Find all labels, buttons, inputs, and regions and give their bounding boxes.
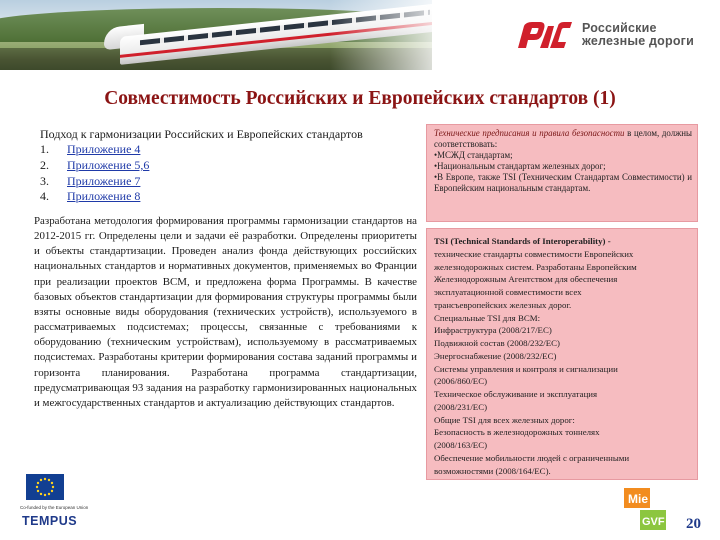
tempus-caption: Co-funded by the European Union [20, 505, 89, 510]
list-item: 2. Приложение 5,6 [40, 157, 150, 172]
tsi-heading: TSI (Technical Standards of Interoperability) - [434, 236, 611, 246]
rzd-logo [514, 18, 710, 54]
methodology-paragraph: Разработана методология формирования программы гармонизации стандартов на 2012-2015 гг. Определены цели и задачи её разработки. Определены приоритеты и объекты стандартизации. Проведен анализ фонда действующих российских национальных стандартов и нормативных документов, применяемых во Франции при реализации проектов ВСМ, и предложена форма Программы. В качестве базовых объектов стандартизации для формирования структуры программы были взяты основные виды оборудования (технических устройств), используемого в рассматриваемых подсистемах; процессы, связанные с требованиями к оборудованию (техническим устройствам), используемому в рассматриваемых подсистемах. Разработаны критерии формирования состава заданий программы и горизонта планирования. Разработана программа стандартизации, предусматривающая 93 задания на разработку гармонизированных национальных и межгосударственных стандартов и актуализацию действующих стандартов. [34, 215, 417, 409]
tsi-line: Техническое обслуживание и эксплуатация [434, 389, 598, 399]
rzd-logo-text: Российские железные дороги [582, 21, 694, 48]
tempus-logo: TEMPUS [22, 514, 78, 528]
tsi-line: Обеспечение мобильности людей с ограниченными [434, 452, 630, 463]
tsi-line: (2006/860/EC) [434, 376, 488, 387]
intro-text: Подход к гармонизации Российских и Европейских стандартов [40, 127, 363, 141]
tsi-line: Подвижной состав (2008/232/EC) [434, 338, 561, 348]
list-item: 4. Приложение 8 [40, 189, 141, 204]
box-item: •В Европе, также TSI (Техническим Стандартам Совместимости) и Европейским национальным стандартам. [434, 172, 692, 194]
tsi-line: эксплуатационной совместимости всех [434, 287, 582, 297]
mie-gvf-logo [618, 486, 672, 532]
tsi-line: Инфраструктура (2008/217/EC) [434, 325, 552, 336]
tsi-box [426, 228, 698, 480]
tsi-line: Безопасность в железнодорожных тоннелях [434, 427, 600, 438]
page-title: Совместимость Российских и Европейских стандартов (1) [104, 88, 616, 109]
tsi-line: (2008/231/EC) [434, 401, 488, 412]
svg-text:GVF: GVF [642, 516, 665, 528]
appendix-link-8[interactable]: Приложение 8 [67, 189, 141, 204]
tsi-line: технические стандарты совместимости Европейских [434, 248, 634, 259]
tsi-line: железнодорожных систем. Разработаны Европейским [434, 261, 637, 272]
safety-requirements-box [426, 124, 698, 222]
appendix-list [40, 142, 149, 205]
tsi-line: трансъевропейских железных дорог. [434, 299, 572, 310]
tsi-line: Специальные TSI для ВСМ: [434, 312, 541, 323]
rzd-logo-mark [514, 20, 576, 50]
header-banner [0, 0, 720, 70]
appendix-link-7[interactable]: Приложение 7 [67, 173, 141, 188]
tsi-line: (2008/163/EC) [434, 440, 488, 450]
tsi-line: Железнодорожным Агентством для обеспечения [434, 274, 618, 285]
tsi-line: возможностями (2008/164/EC). [434, 465, 551, 476]
appendix-link-5-6[interactable]: Приложение 5,6 [67, 157, 150, 172]
box-item: •МСЖД стандартам; [434, 150, 513, 161]
list-item: 1. Приложение 4 [40, 142, 141, 156]
svg-text:Mie: Mie [628, 492, 649, 506]
tsi-line: Общие TSI для всех железных дорог: [434, 414, 575, 425]
list-item: 3. Приложение 7 [40, 173, 141, 188]
appendix-link-4[interactable]: Приложение 4 [67, 142, 141, 156]
tsi-line: Энергоснабжение (2008/232/EC) [434, 350, 557, 361]
box-lead: Технические предписания и правила безопасности в целом, должны соответствовать: [434, 128, 692, 150]
eu-flag-icon [26, 474, 64, 500]
tsi-line: Системы управления и контроля и сигнализации [434, 363, 618, 374]
page-number: 20 [686, 516, 701, 532]
box-item: •Национальным стандартам железных дорог; [434, 161, 606, 172]
